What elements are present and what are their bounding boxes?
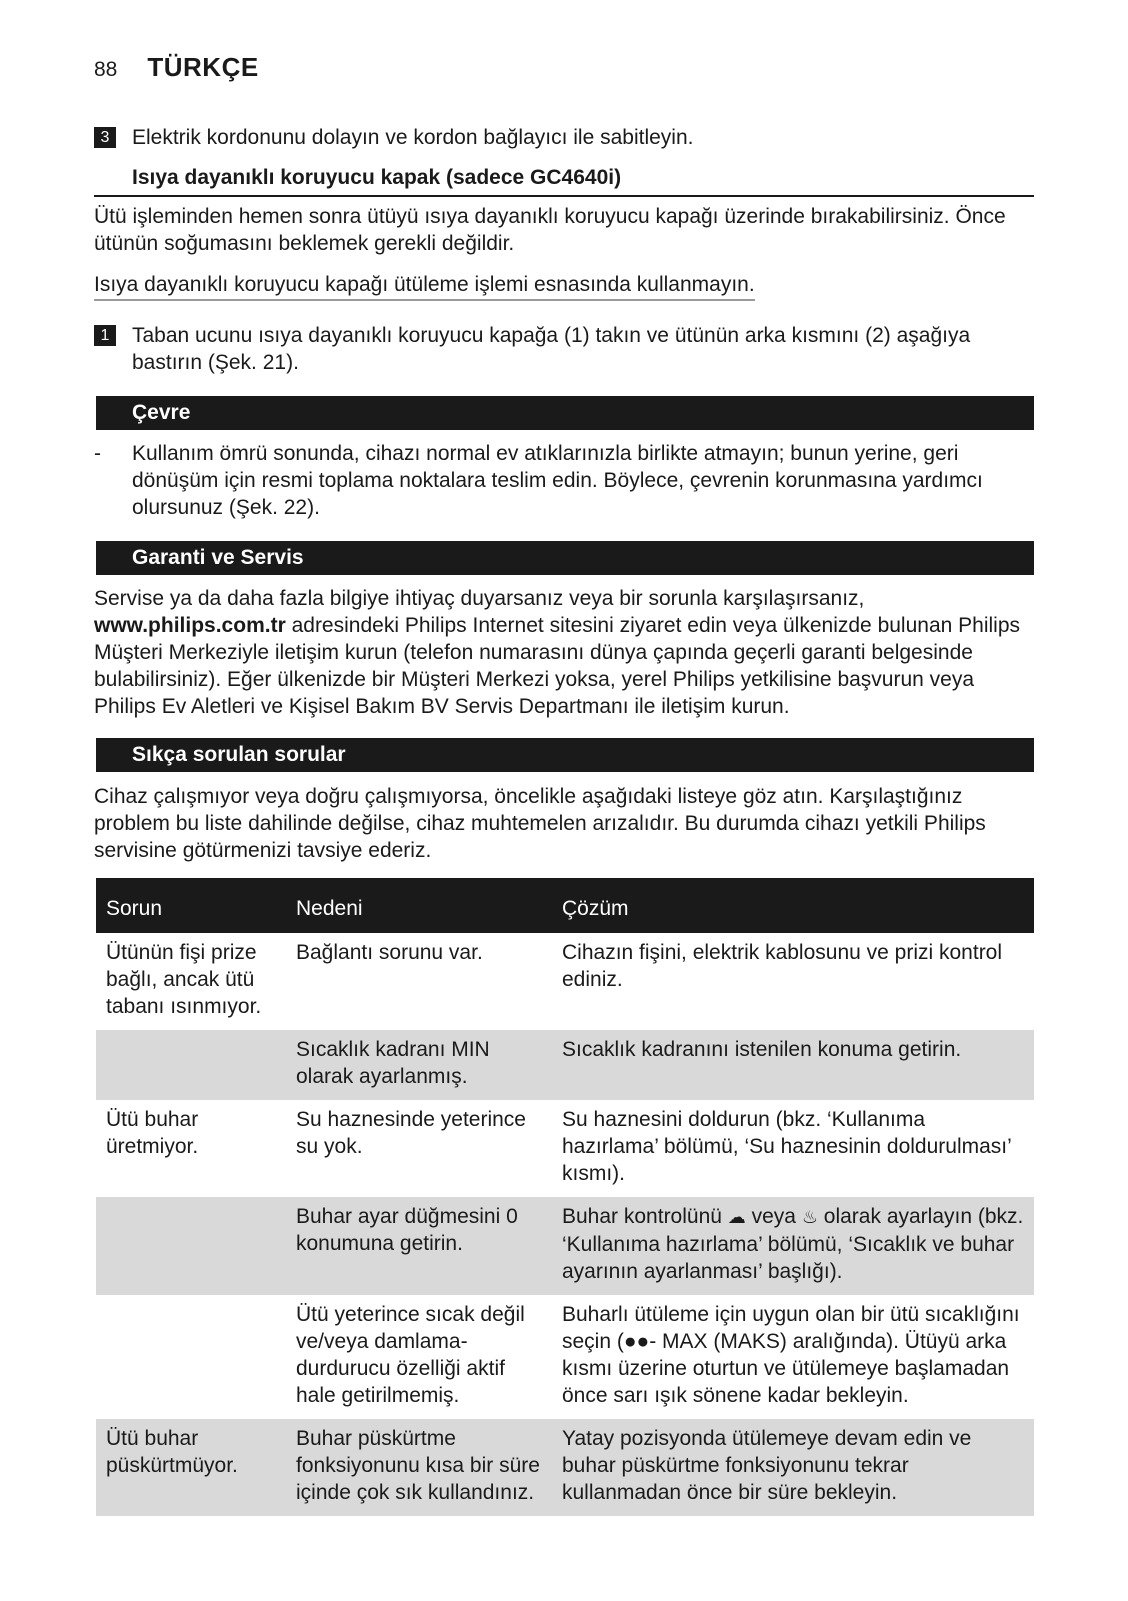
step-text: Taban ucunu ısıya dayanıklı koruyucu kapağa (1) takın ve ütünün arka kısmını (2) aşağıya bastırın (Şek. 21). bbox=[132, 324, 971, 374]
step-text: Elektrik kordonunu dolayın ve kordon bağlayıcı ile sabitleyin. bbox=[132, 126, 694, 149]
cell-solution: Su haznesini doldurun (bkz. ‘Kullanıma hazırlama’ bölümü, ‘Su haznesinin doldurulması’ kısmı). bbox=[562, 1108, 1012, 1185]
heat-cover-paragraph: Ütü işleminden hemen sonra ütüyü ısıya dayanıklı koruyucu kapağı üzerinde bırakabilirsiniz. Önce ütünün soğumasını beklemek gerekli değildir. bbox=[94, 205, 1006, 255]
section-heading-faq bbox=[96, 738, 1034, 772]
section-heading-text: Sıkça sorulan sorular bbox=[132, 743, 346, 766]
philips-url: www.philips.com.tr bbox=[94, 614, 286, 637]
cell-cause: Buhar ayar düğmesini 0 konumuna getirin. bbox=[286, 1197, 552, 1295]
warranty-text-after: adresindeki Philips Internet sitesini ziyaret edin veya ülkenizde bulunan Philips Müşteri Merkeziyle iletişim kurun (telefon numarasını dünya çapında geçerli garanti belgesinde bulabilirsiniz). Eğer ülkenizde bir Müşteri Merkezi yoksa, yerel Philips yetkilisine başvurun veya Philips Ev Aletleri ve Kişisel Bakım BV Servis Departmanı ile iletişim kurun. bbox=[94, 614, 1021, 718]
environment-bullet bbox=[94, 440, 1034, 521]
cell-solution bbox=[552, 1197, 1034, 1295]
page-header bbox=[94, 52, 259, 83]
bullet-text: Kullanım ömrü sonunda, cihazı normal ev atıklarınızla birlikte atmayın; bunun yerine, geri dönüşüm için resmi toplama noktalara teslim edin. Böylece, çevrenin korunmasına yardımcı olursunuz (Şek. 22). bbox=[132, 442, 983, 519]
column-header-solution: Çözüm bbox=[552, 878, 1034, 933]
section-heading-warranty bbox=[96, 541, 1034, 575]
solution-text: veya bbox=[745, 1205, 802, 1228]
cell-problem bbox=[96, 1030, 286, 1100]
steam-low-icon: ☁ bbox=[727, 1207, 746, 1227]
cell-solution: Buharlı ütüleme için uygun olan bir ütü sıcaklığını seçin (●●- MAX (MAKS) aralığında). Ütüyü arka kısmı üzerine oturtun ve ütülemeye başlamadan önce sarı ışık sönene kadar bekleyin. bbox=[562, 1303, 1020, 1407]
cell-problem bbox=[96, 1295, 286, 1419]
solution-text: olarak ayarlayın (bkz. ‘Kullanıma hazırlama’ bölümü, ‘Sıcaklık ve buhar ayarının ayarlanması’ başlığı). bbox=[562, 1205, 1024, 1283]
heat-cover-heading bbox=[94, 164, 1034, 197]
page-number: 88 bbox=[94, 58, 118, 81]
heat-cover-warning: Isıya dayanıklı koruyucu kapağı ütüleme işlemi esnasında kullanmayın. bbox=[94, 271, 755, 301]
table-row bbox=[96, 933, 1034, 1030]
cell-cause: Buhar püskürtme fonksiyonunu kısa bir süre içinde çok sık kullandınız. bbox=[286, 1419, 552, 1516]
cell-cause: Su haznesinde yeterince su yok. bbox=[296, 1108, 526, 1158]
cell-problem: Ütünün fişi prize bağlı, ancak ütü tabanı ısınmıyor. bbox=[106, 941, 262, 1018]
faq-table bbox=[96, 878, 1034, 1516]
cell-solution: Sıcaklık kadranını istenilen konuma getirin. bbox=[552, 1030, 1034, 1100]
cell-problem: Ütü buhar püskürtmüyor. bbox=[96, 1419, 286, 1516]
table-row bbox=[96, 1030, 1034, 1100]
warranty-paragraph bbox=[94, 585, 1034, 720]
faq-intro: Cihaz çalışmıyor veya doğru çalışmıyorsa, öncelikle aşağıdaki listeye göz atın. Karşılaştığınız problem bu liste dahilinde değilse, cihaz muhtemelen arızalıdır. Bu durumda cihazı yetkili Philips servisine götürmenizi tavsiye ederiz. bbox=[94, 785, 986, 862]
step-number-badge: 1 bbox=[94, 325, 116, 346]
language-title: TÜRKÇE bbox=[147, 52, 259, 82]
cell-problem: Ütü buhar üretmiyor. bbox=[106, 1108, 199, 1158]
column-header-cause: Nedeni bbox=[286, 878, 552, 933]
cell-cause: Bağlantı sorunu var. bbox=[296, 941, 483, 964]
section-heading-text: Garanti ve Servis bbox=[132, 546, 304, 569]
cell-problem bbox=[96, 1197, 286, 1295]
table-row bbox=[96, 1295, 1034, 1419]
table-row bbox=[96, 1197, 1034, 1295]
section-heading-text: Çevre bbox=[132, 401, 191, 424]
bullet-dash: - bbox=[94, 442, 101, 465]
cell-solution: Yatay pozisyonda ütülemeye devam edin ve buhar püskürtme fonksiyonunu tekrar kullanmadan önce bir süre bekleyin. bbox=[552, 1419, 1034, 1516]
table-row bbox=[96, 1100, 1034, 1197]
step-1 bbox=[94, 322, 1034, 376]
warranty-text-before: Servise ya da daha fazla bilgiye ihtiyaç duyarsanız veya bir sorunla karşılaşırsanız, bbox=[94, 587, 865, 610]
table-header-row bbox=[96, 878, 1034, 933]
steam-high-icon: ♨ bbox=[801, 1207, 818, 1227]
cell-solution: Cihazın fişini, elektrik kablosunu ve prizi kontrol ediniz. bbox=[562, 941, 1003, 991]
column-header-problem: Sorun bbox=[96, 878, 286, 933]
step-number-badge: 3 bbox=[94, 127, 116, 148]
cell-cause: Ütü yeterince sıcak değil ve/veya damlama-durdurucu özelliği aktif hale getirilmemiş. bbox=[296, 1303, 525, 1407]
section-heading-environment bbox=[96, 396, 1034, 430]
subheading-text: Isıya dayanıklı koruyucu kapak (sadece GC4640i) bbox=[132, 166, 622, 189]
table-row bbox=[96, 1419, 1034, 1516]
cell-cause: Sıcaklık kadranı MIN olarak ayarlanmış. bbox=[286, 1030, 552, 1100]
solution-text: Buhar kontrolünü bbox=[562, 1205, 728, 1228]
step-3 bbox=[94, 124, 1034, 151]
